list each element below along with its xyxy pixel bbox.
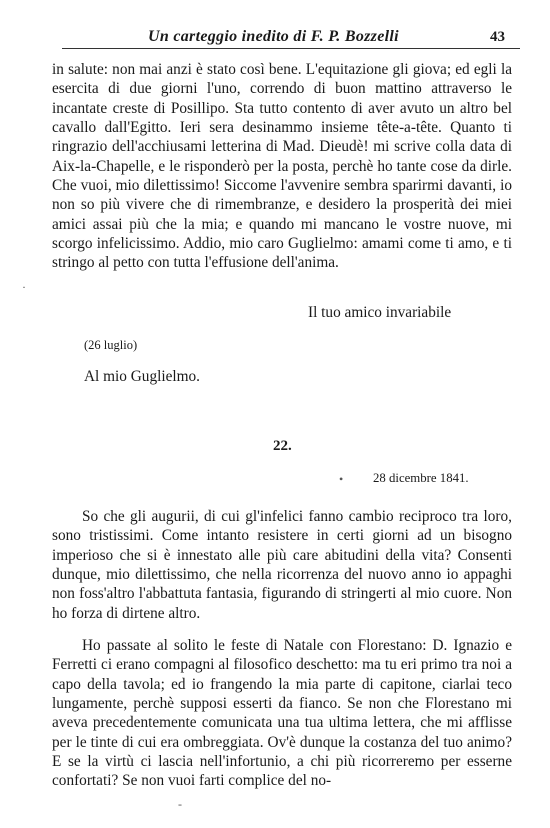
letter-paragraph-2: Ho passate al solito le feste di Natale con Florestano: D. Ignazio e Ferretti ci erano compagni al filosofico deschetto: ma tu eri primo tra noi a capo della tavola; ed io frangendo la mia parte di capitone, ciarlai teco lungamente, perchè supposi esserti da fianco. Se non che Florestano mi aveva precedentemente comunicata una tua ultima lettera, che mi afflisse per le tinte di cui era ombreggiata. Ov'è dunque la costanza del tuo animo? E se la virtù ci lascia nell'infortunio, a chi più ricorreremo per esserne confortati? Se non vuoi farti complice del no- — [52, 637, 512, 790]
page-number: 43 — [490, 29, 505, 45]
stray-dot: • — [339, 472, 344, 486]
letter-place-date: 28 dicembre 1841. — [373, 471, 469, 485]
letter-number: 22. — [273, 438, 292, 454]
letter-date: (26 luglio) — [84, 338, 138, 352]
letter-closing: Il tuo amico invariabile — [308, 304, 452, 321]
letter-continuation-paragraph: in salute: non mai anzi è stato così bene. L'equitazione gli giova; ed egli la esercita di due giorni l'uno, correndo di buon mattino attraverso le incantate creste di Posillipo. Sta tutto contento di aver avuto un altro bel cavallo dall'Egitto. Ieri sera desinammo insieme tête-a-tête. Quanto ti ringrazio dell'acchiusami letterina di Mad. Dieudè! mi scrive colla data di Aix-la-Chapelle, e le risponderò per la posta, perchè ho tante cose da dirle. Che vuoi, mio dilettissimo! Siccome l'avvenire sembra sparirmi davanti, io non so più vivere che di rimembranze, e desidero la prosperità dei miei amici assai più che la mia; e quando mi mancano le vostre nuove, mi scorgo infelicissimo. Addio, mio caro Guglielmo: amami come ti amo, e ti stringo al petto con tutta l'effusione dell'anima. — [52, 61, 512, 272]
letter-paragraph-1: So che gli augurii, di cui gl'infelici fanno cambio reciproco tra loro, sono tristissimi. Come intanto resistere in certi giorni ad un bisogno imperioso che si è innestato alle più care abitudini della vita? Consenti dunque, mio dilettissimo, che nella ricorrenza del nuovo anno io appaghi non foss'altro l'abbattuta fantasia, figurando di stringerti al mio cuore. Non ho forza di dirtene altro. — [52, 508, 512, 622]
running-title: Un carteggio inedito di F. P. Bozzelli — [148, 28, 399, 45]
letter-addressee: Al mio Guglielmo. — [84, 368, 200, 385]
bottom-mark: - — [178, 797, 182, 811]
header-rule — [62, 48, 520, 49]
running-head — [0, 26, 550, 50]
margin-mark: · — [22, 280, 26, 294]
